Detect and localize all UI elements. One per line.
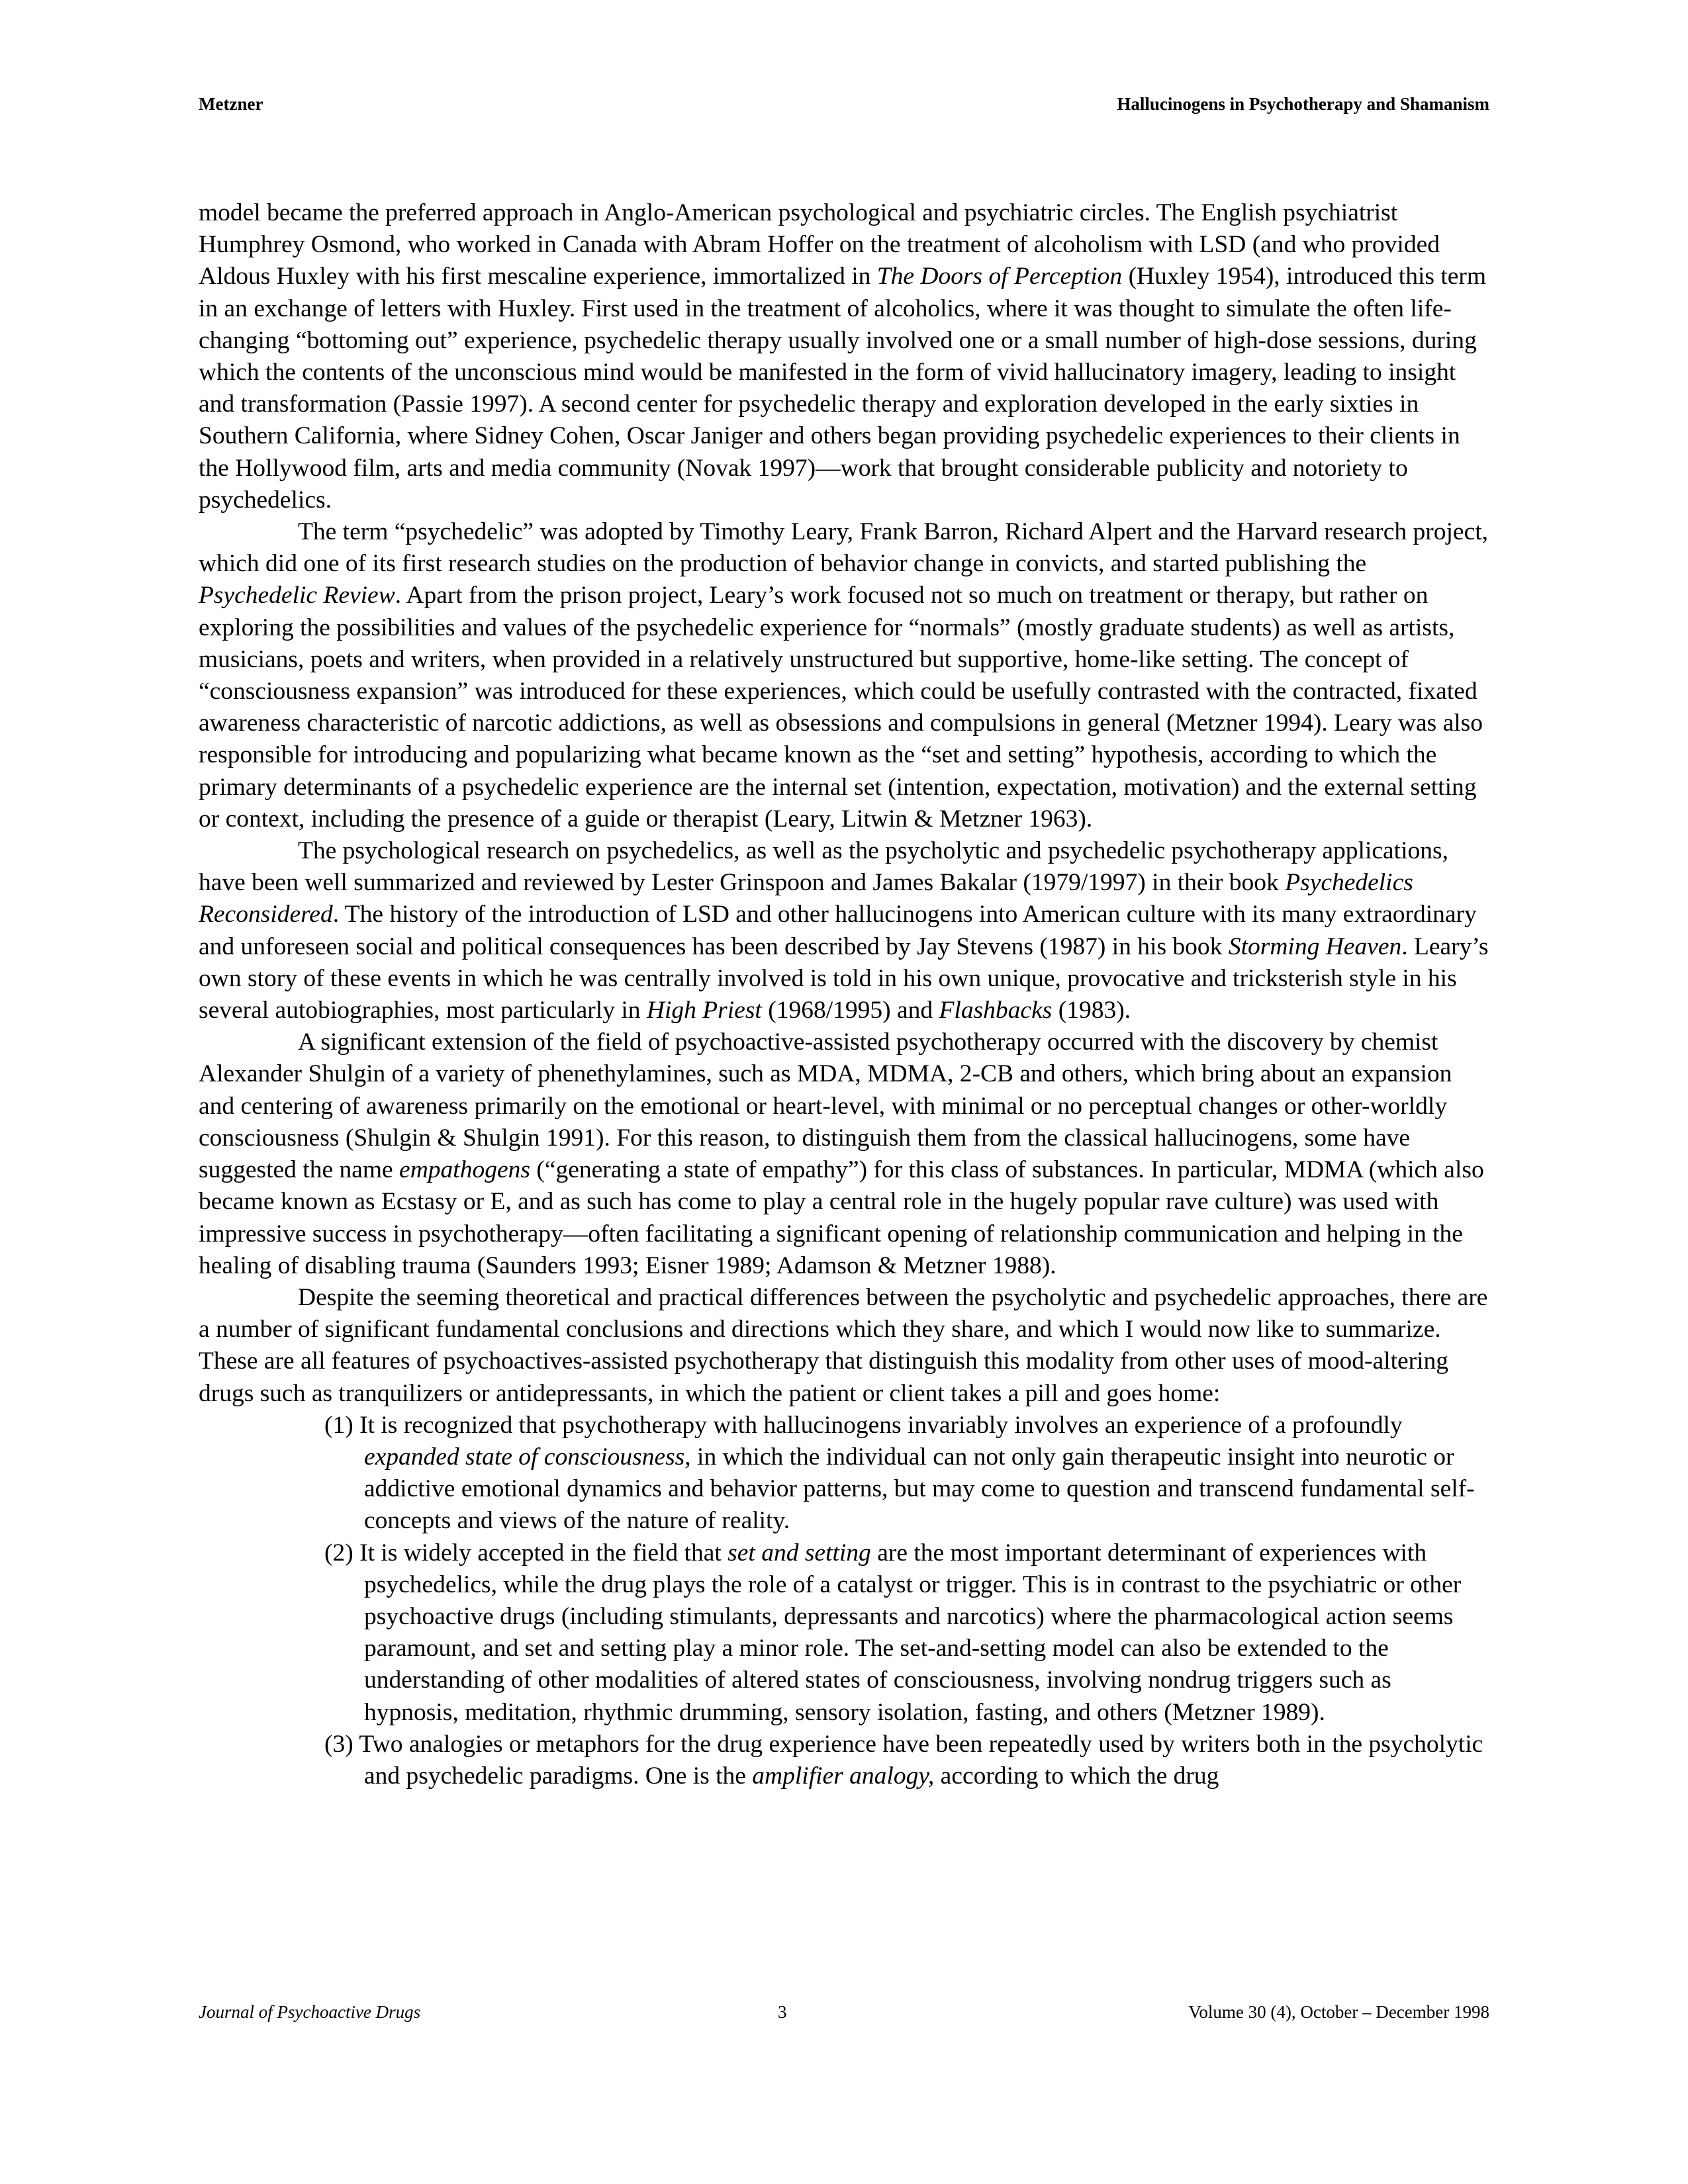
paragraph-2: The term “psychedelic” was adopted by Timothy Leary, Frank Barron, Richard Alpert and the Harvard research project, which did one of its first research studies on the production of behavior change in convicts, and started publishing the Psychedelic Review. Apart from the prison project, Leary’s work focused not so much on treatment or therapy, but rather on exploring the possibilities and values of the psychedelic experience for “normals” (mostly graduate students) as well as artists, musicians, poets and writers, when provided in a relatively unstructured but supportive, home-like setting. The concept of “consciousness expansion” was introduced for these experiences, which could be usefully contrasted with the contracted, fixated awareness characteristic of narcotic addictions, as well as obsessions and compulsions in general (Metzner 1994). Leary was also responsible for introducing and popularizing what became known as the “set and setting” hypothesis, according to which the primary determinants of a psychedelic experience are the internal set (intention, expectation, motivation) and the external setting or context, including the presence of a guide or therapist (Leary, Litwin & Metzner 1963). — [199, 518, 1489, 833]
header-author: Metzner — [199, 94, 263, 114]
list-item-3: (3) Two analogies or metaphors for the drug experience have been repeatedly used by writers both in the psycholytic and psychedelic paradigms. One is the amplifier analogy, according to which the drug — [324, 1730, 1483, 1790]
footer-journal: Journal of Psychoactive Drugs — [199, 2002, 421, 2022]
page-number: 3 — [778, 2002, 787, 2022]
running-header — [199, 94, 1489, 127]
paragraph-4: A significant extension of the field of psychoactive-assisted psychotherapy occurred with the discovery by chemist Alexander Shulgin of a variety of phenethylamines, such as MDA, MDMA, 2-CB and others, which bring about an expansion and centering of awareness primarily on the emotional or heart-level, with minimal or no perceptual changes or other-worldly consciousness (Shulgin & Shulgin 1991). For this reason, to distinguish them from the classical hallucinogens, some have suggested the name empathogens (“generating a state of empathy”) for this class of substances. In particular, MDMA (which also became known as Ecstasy or E, and as such has come to play a central role in the hugely popular rave culture) was used with impressive success in psychotherapy—often facilitating a significant opening of relationship communication and helping in the healing of disabling trauma (Saunders 1993; Eisner 1989; Adamson & Metzner 1988). — [199, 1028, 1484, 1279]
article-body — [199, 197, 1489, 1792]
list-item-2: (2) It is widely accepted in the field that set and setting are the most important determinant of experiences with psychedelics, while the drug plays the role of a catalyst or trigger. This is in contrast to the psychiatric or other psychoactive drugs (including stimulants, depressants and narcotics) where the pharmacological action seems paramount, and set and setting play a minor role. The set-and-setting model can also be extended to the understanding of other modalities of altered states of consciousness, involving nondrug triggers such as hypnosis, meditation, rhythmic drumming, sensory isolation, fasting, and others (Metzner 1989). — [324, 1539, 1462, 1726]
footer-volume: Volume 30 (4), October – December 1998 — [1188, 2002, 1489, 2022]
running-footer — [199, 2002, 1489, 2035]
numbered-list — [0, 1410, 1489, 1792]
paragraph-5: Despite the seeming theoretical and practical differences between the psycholytic and psychedelic approaches, there are a number of significant fundamental conclusions and directions which they share, and which I would now like to summarize. These are all features of psychoactives-assisted psychotherapy that distinguish this modality from other uses of mood-altering drugs such as tranquilizers or antidepressants, in which the patient or client takes a pill and goes home: — [199, 1283, 1488, 1407]
header-title: Hallucinogens in Psychotherapy and Shamanism — [1117, 94, 1489, 114]
list-item-1: (1) It is recognized that psychotherapy with hallucinogens invariably involves an experience of a profoundly expanded state of consciousness, in which the individual can not only gain therapeutic insight into neurotic or addictive emotional dynamics and behavior patterns, but may come to question and transcend fundamental self-concepts and views of the nature of reality. — [324, 1411, 1475, 1535]
paragraph-1: model became the preferred approach in Anglo-American psychological and psychiatric circles. The English psychiatrist Humphrey Osmond, who worked in Canada with Abram Hoffer on the treatment of alcoholism with LSD (and who provided Aldous Huxley with his first mescaline experience, immortalized in The Doors of Perception (Huxley 1954), introduced this term in an exchange of letters with Huxley. First used in the treatment of alcoholics, where it was thought to simulate the often life-changing “bottoming out” experience, psychedelic therapy usually involved one or a small number of high-dose sessions, during which the contents of the unconscious mind would be manifested in the form of vivid hallucinatory imagery, leading to insight and transformation (Passie 1997). A second center for psychedelic therapy and exploration developed in the early sixties in Southern California, where Sidney Cohen, Oscar Janiger and others began providing psychedelic experiences to their clients in the Hollywood film, arts and media community (Novak 1997)—work that brought considerable publicity and notoriety to psychedelics. — [199, 199, 1487, 514]
paragraph-3: The psychological research on psychedelics, as well as the psycholytic and psychedelic psychotherapy applications, have been well summarized and reviewed by Lester Grinspoon and James Bakalar (1979/1997) in their book Psychedelics Reconsidered. The history of the introduction of LSD and other hallucinogens into American culture with its many extraordinary and unforeseen social and political consequences has been described by Jay Stevens (1987) in his book Storming Heaven. Leary’s own story of these events in which he was centrally involved is told in his own unique, provocative and tricksterish style in his several autobiographies, most particularly in High Priest (1968/1995) and Flashbacks (1983). — [199, 837, 1489, 1024]
